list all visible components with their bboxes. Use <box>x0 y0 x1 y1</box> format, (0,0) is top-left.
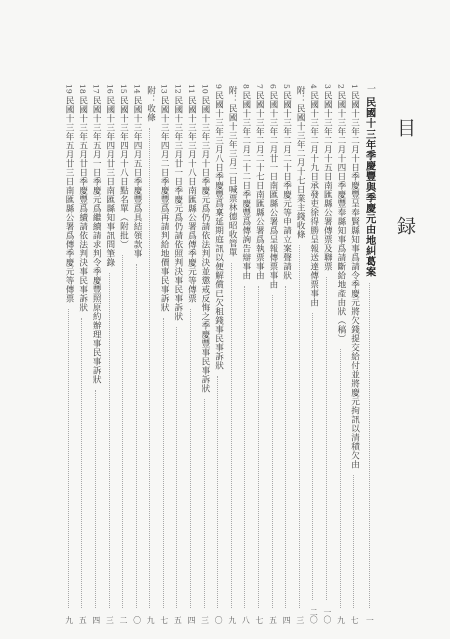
dot-leader <box>217 376 219 608</box>
dot-leader <box>190 309 192 609</box>
entry-number: 9 <box>214 84 224 89</box>
toc-entry <box>198 84 212 624</box>
entry-page-number: 九 <box>336 616 346 624</box>
entry-page-number: 四 <box>91 616 101 624</box>
dot-leader <box>369 283 371 608</box>
entry-number: 4 <box>309 84 319 89</box>
entry-title: 民國十三年五月廿三日南匯縣公署爲傳季慶元等傳票 <box>64 95 75 303</box>
entry-number: 17 <box>91 84 101 94</box>
toc-entry <box>334 84 348 624</box>
dot-leader <box>244 286 246 608</box>
toc-entry <box>293 84 307 624</box>
toc-entry <box>89 84 103 624</box>
entry-title: 民國十三年三月十八日南匯縣公署爲傳季慶元等傳票 <box>186 95 197 303</box>
entry-page-number: 五 <box>78 616 88 624</box>
entry-title: 附：收條 <box>145 86 156 122</box>
toc-entry <box>76 84 90 624</box>
entry-title: 民國十三年二月十九日承發吏徐得勝呈報送達傳票事由 <box>308 90 319 307</box>
toc-entry <box>252 84 266 624</box>
toc-entry <box>225 84 239 624</box>
dot-leader <box>136 264 138 609</box>
toc-entry <box>130 84 144 624</box>
table-of-contents <box>62 84 378 624</box>
entry-title: 民國十三年四月廿三日南匯縣知事訊問筆錄 <box>104 95 115 267</box>
dot-leader <box>163 318 165 609</box>
section-page: 一 <box>365 616 375 624</box>
entry-number: 3 <box>322 84 332 89</box>
entry-page-number: 九 <box>64 616 74 624</box>
toc-entry <box>116 84 130 624</box>
entry-number: 10 <box>200 84 210 94</box>
entry-page-number: 五 <box>173 616 183 624</box>
dot-leader <box>204 399 206 609</box>
dot-leader <box>299 245 301 608</box>
dot-leader <box>353 475 355 608</box>
dot-leader <box>95 390 97 609</box>
entry-page-number: 七 <box>350 616 360 624</box>
toc-entry <box>211 84 225 624</box>
entry-page-number: 八 <box>241 616 251 624</box>
entry-page-number: 二〇 <box>309 608 319 624</box>
entry-page-number: 七 <box>254 616 264 624</box>
entry-title: 民國十三年三月廿一日季慶元爲仍請依照判決事民事訴狀 <box>172 95 183 321</box>
entry-number: 16 <box>105 84 115 94</box>
entry-number: 1 <box>350 84 359 89</box>
entry-page-number: 〇 <box>214 616 224 624</box>
entry-title: 民國十三年二月二十二日季慶豐爲傳詢告辯事由 <box>240 90 251 280</box>
dot-leader <box>122 255 124 609</box>
entry-number: 7 <box>254 84 264 89</box>
entry-page-number: 三 <box>105 616 115 624</box>
entry-title: 民國十三年五月一日季慶元爲繼續請求判令季慶豐照原約辦理事民事訴狀 <box>91 95 102 384</box>
toc-entry <box>320 84 334 624</box>
dot-leader <box>312 313 314 601</box>
toc-entry <box>279 84 293 624</box>
entry-number: 15 <box>118 84 128 94</box>
entry-page-number: 三 <box>200 616 210 624</box>
section-number: 一 <box>365 84 375 93</box>
dot-leader <box>258 286 260 608</box>
entry-title: 民國十三年三月八日季慶豐爲稟延期庭訊以便解償已欠租錢事民事訴狀 <box>213 90 224 370</box>
entry-title: 民國十三年四月二日季慶豐爲再請判給地價事民事訴狀 <box>159 95 170 312</box>
toc-entry <box>62 84 76 624</box>
entry-page-number: 三 <box>295 616 305 624</box>
entry-title: 民國十三年二月十日季慶豐呈奉賢縣知事爲請令季慶元將欠錢提交給付並將慶元拘訊以清積欠由 <box>349 90 360 469</box>
toc-entry <box>307 84 321 624</box>
section-title: 民國十三年季慶豐與季慶元由地糾葛案 <box>363 97 376 278</box>
entry-page-number: 五 <box>268 616 278 624</box>
entry-page-number: 一〇 <box>322 608 332 624</box>
entry-number: 12 <box>173 84 183 94</box>
entry-title: 民國十三年二月二十日季慶元等申請立案聲請狀 <box>281 90 292 280</box>
entry-page-number: 〇 <box>132 616 142 624</box>
toc-entry <box>266 84 280 624</box>
dot-leader <box>326 277 328 601</box>
dot-leader <box>272 295 274 608</box>
entry-number: 14 <box>132 84 142 94</box>
entry-number: 5 <box>282 84 292 89</box>
section-heading <box>361 84 378 624</box>
entry-number: 18 <box>78 84 88 94</box>
toc-title: 目 録 <box>394 118 416 265</box>
entry-title: 民國十三年五月廿日季慶豐爲續請依法判決事民事訴狀 <box>77 95 88 312</box>
entry-title: 民國十三年四月五日季慶豐爲具結領款事 <box>132 95 142 258</box>
entry-title: 民國十三年二月十四日季慶豐奉縣知事爲請斷給地產由狀（稿） <box>335 90 346 343</box>
entry-title: 附：民國十三年二月十七日業主錢收條 <box>295 86 306 239</box>
toc-entry <box>144 84 158 624</box>
entry-title: 附：民國十三年三月二日喊票林德昭收管單 <box>227 86 238 257</box>
entry-number: 13 <box>159 84 169 94</box>
entry-page-number: 七 <box>159 616 169 624</box>
entry-page-number: 九 <box>146 616 156 624</box>
dot-leader <box>231 263 233 608</box>
dot-leader <box>109 273 111 609</box>
entry-number: 8 <box>241 84 251 89</box>
dot-leader <box>68 309 70 609</box>
entry-number: 11 <box>186 84 196 94</box>
entry-title: 民國十三年二月廿一日南匯縣公署爲呈報傳票事由 <box>267 90 278 289</box>
toc-entry <box>157 84 171 624</box>
toc-entry <box>171 84 185 624</box>
toc-entry <box>184 84 198 624</box>
entry-title: 民國十三年二月二十七日南匯縣公署爲執票事由 <box>254 90 265 280</box>
dot-leader <box>149 128 151 608</box>
entry-number: 19 <box>64 84 74 94</box>
entry-number: 6 <box>268 84 278 89</box>
toc-entry <box>239 84 253 624</box>
entry-title: 民國十三年四月十八日點名單（附批） <box>118 95 129 249</box>
entry-page-number: 二 <box>119 616 128 624</box>
dot-leader <box>340 349 342 608</box>
toc-entry <box>103 84 117 624</box>
entry-title: 民國十三年二月十五日南匯縣公署傳票及聯票 <box>322 90 333 271</box>
entry-title: 民國十三年三月十日季慶元爲仍請依法判決並懲戒反悔之季慶豐事民事訴狀 <box>199 95 210 393</box>
dot-leader <box>176 327 178 609</box>
entry-page-number: 四 <box>186 616 196 624</box>
entry-page-number: 四 <box>282 616 292 624</box>
entry-number: 2 <box>336 84 346 89</box>
dot-leader <box>81 318 83 609</box>
entry-page-number: 九 <box>227 616 237 624</box>
dot-leader <box>285 286 287 608</box>
toc-entry <box>347 84 361 624</box>
